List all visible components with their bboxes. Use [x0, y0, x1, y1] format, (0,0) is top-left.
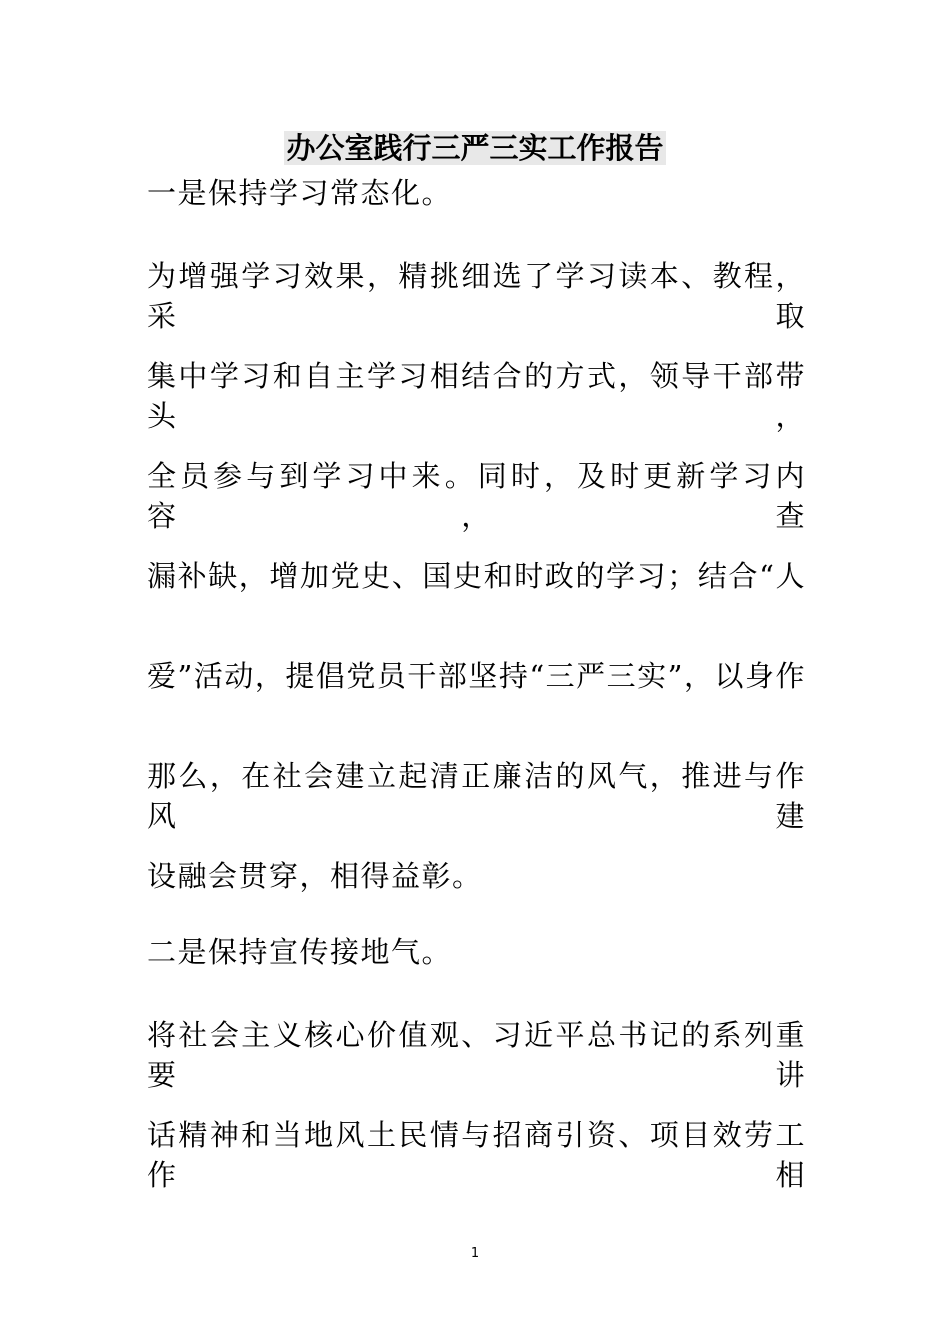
paragraph-line: 为增强学习效果，精挑细选了学习读本、教程，采取 — [147, 259, 806, 333]
page-number: 1 — [470, 1246, 480, 1261]
section-heading-1: 一是保持学习常态化。 — [147, 176, 453, 210]
paragraph-line: 集中学习和自主学习相结合的方式，领导干部带头， — [147, 359, 806, 433]
paragraph-line: 那么，在社会建立起清正廉洁的风气，推进与作风建 — [147, 759, 806, 833]
section-heading-2: 二是保持宣传接地气。 — [147, 935, 453, 969]
title-text: 办公室践行三严三实工作报告 — [286, 131, 664, 165]
paragraph-line: 漏补缺，增加党史、国史和时政的学习；结合“人 — [147, 559, 806, 593]
paragraph-line: 话精神和当地风土民情与招商引资、项目效劳工作相 — [147, 1118, 806, 1192]
document-title — [0, 128, 950, 168]
paragraph-line: 全员参与到学习中来。同时，及时更新学习内容，查 — [147, 459, 806, 533]
paragraph-line: 将社会主义核心价值观、习近平总书记的系列重要讲 — [147, 1018, 806, 1092]
paragraph-line: 设融会贯穿，相得益彰。 — [147, 859, 483, 893]
paragraph-line: 爱”活动，提倡党员干部坚持“三严三实”，以身作 — [147, 659, 806, 693]
